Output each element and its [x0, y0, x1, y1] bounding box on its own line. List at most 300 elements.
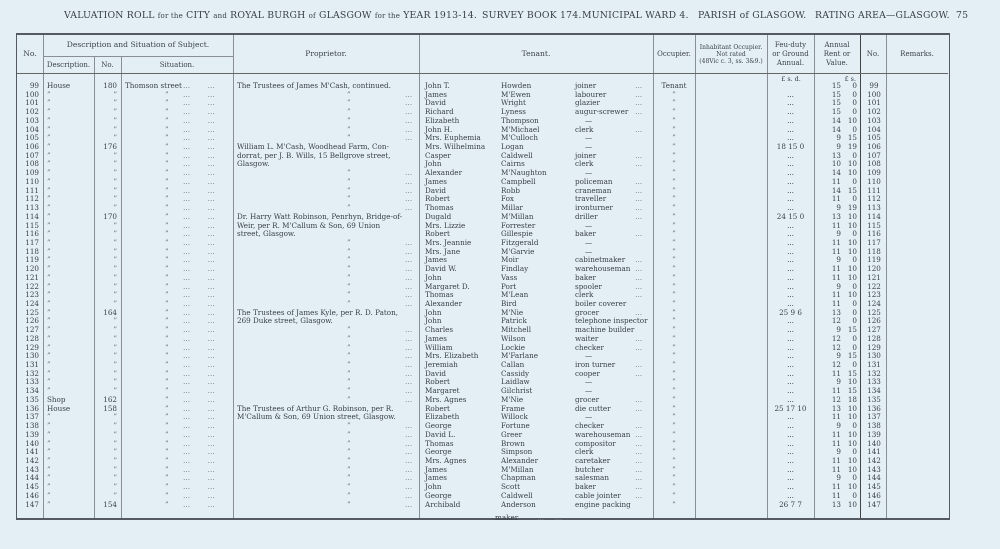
description: ”	[47, 307, 51, 317]
rent-shillings: 19	[847, 142, 857, 152]
tenant-surname: Campbell	[501, 176, 536, 186]
occupier: ”	[672, 220, 676, 230]
subject-number: ”	[113, 124, 117, 134]
situation: ”	[165, 203, 169, 213]
row-number: 131	[25, 360, 39, 370]
rent-shillings: 0	[852, 98, 857, 108]
leader-dots: …	[635, 229, 644, 239]
leader-dots: …	[635, 333, 644, 343]
rent-pounds: 15	[831, 89, 841, 99]
occupier: ”	[672, 203, 676, 213]
occupier: ”	[672, 316, 676, 326]
occupier: ”	[672, 299, 676, 308]
row-number-right: 144	[867, 473, 881, 483]
leader-dots: …	[405, 499, 414, 509]
situation: ”	[165, 342, 169, 352]
rent-shillings: 0	[852, 316, 857, 326]
leader-dots: …	[635, 211, 644, 221]
feu-duty: ...	[787, 299, 794, 308]
occupier: ”	[672, 342, 676, 352]
header-text: Not rated	[716, 51, 746, 58]
feu-duty: ...	[787, 473, 794, 483]
row-number-right: 139	[867, 429, 881, 439]
proprietor: ”	[347, 438, 351, 448]
leader-dots: …	[405, 438, 414, 448]
leader-dots: … …	[183, 159, 216, 169]
feu-duty: ...	[787, 246, 794, 256]
row-number-right: 124	[867, 299, 881, 308]
leader-dots: …	[635, 159, 644, 169]
table-row	[17, 133, 951, 142]
tenant-occupation: augur-screwer	[575, 107, 629, 117]
header-situation: Situation.	[159, 61, 195, 69]
row-number-right: 137	[867, 412, 881, 422]
tenant-occupation: driller	[575, 211, 598, 221]
tenant-occupation: —	[585, 386, 593, 396]
tenant-first-name: John H.	[425, 124, 453, 134]
header-description-group: Description and Situation of Subject.	[66, 40, 210, 49]
tenant-first-name: David	[425, 368, 447, 378]
header-subject-no: No.	[101, 61, 114, 69]
occupier: ”	[672, 333, 676, 343]
tenant-first-name: John	[425, 316, 442, 326]
tenant-first-name: James	[425, 333, 447, 343]
row-number: 127	[25, 325, 39, 335]
feu-duty: 18 15 0	[776, 142, 805, 152]
title-text: VALUATION ROLL	[64, 10, 155, 21]
tenant-first-name: James	[425, 255, 447, 265]
leader-dots: …	[635, 360, 644, 370]
row-number-right: 104	[867, 124, 881, 134]
tenant-first-name: William	[425, 342, 453, 352]
situation: ”	[165, 438, 169, 448]
feu-duty: ...	[787, 482, 794, 492]
leader-dots: … …	[183, 482, 216, 492]
row-number-right: 126	[867, 316, 881, 326]
situation: ”	[165, 290, 169, 300]
proprietor: ”	[347, 281, 351, 291]
row-number: 108	[25, 159, 39, 169]
leader-dots: …	[405, 464, 414, 474]
tenant-occupation: —	[585, 133, 593, 143]
feu-duty: ...	[787, 438, 794, 448]
rent-shillings: 0	[852, 333, 857, 343]
occupier: ”	[672, 159, 676, 169]
leader-dots: … …	[183, 133, 216, 143]
description: ”	[47, 421, 51, 431]
occupier: ”	[672, 386, 676, 396]
rating-area: RATING AREA—GLASGOW.	[815, 10, 950, 21]
tenant-occupation: —	[585, 246, 593, 256]
rent-pounds: 13	[831, 499, 841, 509]
rent-shillings: 0	[852, 490, 857, 500]
leader-dots: … …	[183, 377, 216, 387]
situation: ”	[165, 464, 169, 474]
row-number-right: 145	[867, 482, 881, 492]
row-number: 119	[25, 255, 39, 265]
feu-duty: ...	[787, 281, 794, 291]
tenant-first-name: George	[425, 447, 452, 457]
occupier: ”	[672, 307, 676, 317]
leader-dots: … …	[183, 237, 216, 247]
row-number: 135	[25, 394, 39, 404]
annual-units: £ s.	[844, 75, 856, 83]
table-row	[17, 90, 951, 99]
situation: ”	[165, 229, 169, 239]
proprietor: ”	[347, 272, 351, 282]
leader-dots: …	[405, 281, 414, 291]
table-row	[17, 325, 951, 334]
row-number: 109	[25, 168, 39, 178]
rent-shillings: 15	[847, 325, 857, 335]
tenant-surname: M'Nie	[501, 394, 524, 404]
situation: ”	[165, 246, 169, 256]
rent-pounds: 9	[836, 229, 841, 239]
feu-duty: ...	[787, 325, 794, 335]
rent-shillings: 0	[852, 81, 857, 90]
proprietor: ”	[347, 455, 351, 465]
occupier: ”	[672, 421, 676, 431]
table-row	[17, 221, 951, 230]
occupier: ”	[672, 394, 676, 404]
situation: ”	[165, 272, 169, 282]
rent-shillings: 10	[847, 264, 857, 274]
table-row	[17, 255, 951, 264]
tenant-first-name: Margaret	[425, 386, 460, 396]
tenant-occupation: traveller	[575, 194, 607, 204]
table-row	[17, 430, 951, 439]
description: ”	[47, 220, 51, 230]
row-number: 142	[25, 455, 39, 465]
tenant-occupation: die cutter	[575, 403, 611, 413]
occupier: ”	[672, 499, 676, 509]
leader-dots: …	[635, 176, 644, 186]
proprietor: ”	[347, 429, 351, 439]
tenant-first-name: David	[425, 185, 447, 195]
proprietor: ”	[347, 368, 351, 378]
table-row	[17, 194, 951, 203]
title-text: and	[213, 12, 227, 20]
header-no-right: No.	[866, 50, 880, 58]
feu-duty: ...	[787, 464, 794, 474]
row-number: 136	[25, 403, 39, 413]
leader-dots: … …	[183, 176, 216, 186]
rent-shillings: 10	[847, 499, 857, 509]
proprietor: ”	[347, 482, 351, 492]
feu-duty: ...	[787, 377, 794, 387]
row-number-right: 130	[867, 351, 881, 361]
proprietor: The Trustees of James M'Cash, continued.	[237, 81, 391, 90]
tenant-first-name: James	[425, 89, 447, 99]
row-number-right: 103	[867, 115, 881, 125]
row-number: 107	[25, 150, 39, 160]
subject-number: ”	[113, 351, 117, 361]
tenant-occupation: waiter	[575, 333, 599, 343]
tenant-surname: M'Millan	[501, 211, 534, 221]
subject-number: ”	[113, 325, 117, 335]
situation: ”	[165, 168, 169, 178]
subject-number: ”	[113, 473, 117, 483]
leader-dots: … …	[183, 255, 216, 265]
leader-dots: … …	[183, 351, 216, 361]
tenant-surname: M'Garvie	[501, 246, 535, 256]
proprietor: ”	[347, 264, 351, 274]
row-number: 145	[25, 482, 39, 492]
leader-dots: …	[405, 394, 414, 404]
row-number: 147	[25, 499, 39, 509]
table-row	[17, 386, 951, 395]
tenant-first-name: Mrs. Agnes	[425, 455, 467, 465]
table-row	[17, 247, 951, 256]
subject-number: ”	[113, 98, 117, 108]
tenant-surname: M'Ewen	[501, 89, 531, 99]
situation: ”	[165, 264, 169, 274]
table-row	[17, 334, 951, 343]
row-number: 123	[25, 290, 39, 300]
leader-dots: … …	[183, 194, 216, 204]
description: House	[47, 81, 71, 90]
situation: ”	[165, 403, 169, 413]
description: ”	[47, 142, 51, 152]
occupier: ”	[672, 98, 676, 108]
occupier: ”	[672, 447, 676, 457]
tenant-first-name: Robert	[425, 229, 450, 239]
subject-number: ”	[113, 220, 117, 230]
rent-shillings: 15	[847, 368, 857, 378]
table-row	[17, 212, 951, 221]
description: ”	[47, 342, 51, 352]
table-row	[17, 482, 951, 491]
tenant-surname: M'Nie	[501, 307, 524, 317]
situation: ”	[165, 150, 169, 160]
occupier: ”	[672, 142, 676, 152]
subject-number: ”	[113, 203, 117, 213]
row-number: 118	[25, 246, 39, 256]
tenant-first-name: Casper	[425, 150, 451, 160]
leader-dots: … …	[183, 142, 216, 152]
subject-number: ”	[113, 386, 117, 396]
table-row	[17, 369, 951, 378]
leader-dots: …	[405, 368, 414, 378]
row-number-right: 115	[867, 220, 881, 230]
row-number-right: 121	[867, 272, 881, 282]
proprietor: ”	[347, 115, 351, 125]
situation: ”	[165, 98, 169, 108]
situation: ”	[165, 255, 169, 265]
tenant-surname: Willock	[501, 412, 528, 422]
proprietor: ”	[347, 176, 351, 186]
rent-shillings: 0	[852, 421, 857, 431]
leader-dots: … …	[183, 438, 216, 448]
proprietor: ”	[347, 255, 351, 265]
feu-duty: ...	[787, 194, 794, 204]
feu-duty: ...	[787, 447, 794, 457]
occupier: ”	[672, 246, 676, 256]
tenant-occupation: warehouseman	[575, 264, 631, 274]
row-number: 103	[25, 115, 39, 125]
row-number-right: 142	[867, 455, 881, 465]
tenant-first-name: Archibald	[425, 499, 461, 509]
subject-number: ”	[113, 455, 117, 465]
situation: ”	[165, 142, 169, 152]
rent-pounds: 12	[831, 360, 841, 370]
feu-duty: ...	[787, 159, 794, 169]
situation: ”	[165, 499, 169, 509]
proprietor: ”	[347, 360, 351, 370]
header-proprietor: Proprietor.	[305, 49, 347, 58]
leader-dots: …	[405, 386, 414, 396]
leader-dots: …	[405, 342, 414, 352]
occupier: ”	[672, 429, 676, 439]
tenant-occupation: —	[585, 168, 593, 178]
tenant-surname: Vass	[501, 272, 518, 282]
description: ”	[47, 150, 51, 160]
row-number: 126	[25, 316, 39, 326]
leader-dots: … …	[183, 412, 216, 422]
row-number-right: 101	[867, 98, 881, 108]
proprietor: ”	[347, 246, 351, 256]
proprietor: ”	[347, 185, 351, 195]
row-number: 106	[25, 142, 39, 152]
table-row	[17, 465, 951, 474]
header-annual-rent	[814, 41, 860, 68]
feu-duty: 24 15 0	[776, 211, 805, 221]
rent-pounds: 11	[831, 368, 841, 378]
tenant-occupation: clerk	[575, 290, 594, 300]
situation: ”	[165, 333, 169, 343]
leader-dots: …	[405, 325, 414, 335]
description: ”	[47, 229, 51, 239]
table-row	[17, 177, 951, 186]
row-number-right: 109	[867, 168, 881, 178]
occupier: ”	[672, 150, 676, 160]
row-number: 132	[25, 368, 39, 378]
leader-dots: … …	[183, 281, 216, 291]
leader-dots: …	[635, 89, 644, 99]
leader-dots: …	[635, 473, 644, 483]
subject-number: ”	[113, 368, 117, 378]
feu-duty: ...	[787, 455, 794, 465]
tenant-first-name: George	[425, 421, 452, 431]
tenant-surname: Gillespie	[501, 229, 533, 239]
rent-pounds: 11	[831, 220, 841, 230]
rent-pounds: 14	[831, 124, 841, 134]
description: ”	[47, 368, 51, 378]
tenant-first-name: Jeremiah	[425, 360, 458, 370]
subject-number: ”	[113, 185, 117, 195]
description: ”	[47, 351, 51, 361]
tenant-surname: Brown	[501, 438, 525, 448]
feu-duty: ...	[787, 185, 794, 195]
description: ”	[47, 290, 51, 300]
row-number: 143	[25, 464, 39, 474]
header-text: Annual	[824, 41, 850, 49]
header-text: or Ground	[772, 50, 809, 58]
row-number: 110	[25, 176, 39, 186]
leader-dots: … …	[183, 124, 216, 134]
tenant-occupation: engine packing	[575, 499, 631, 509]
rent-pounds: 11	[831, 438, 841, 448]
subject-number: ”	[113, 447, 117, 457]
leader-dots: … …	[183, 429, 216, 439]
tenant-first-name: Elizabeth	[425, 115, 460, 125]
leader-dots: …	[405, 360, 414, 370]
feu-duty: ...	[787, 229, 794, 239]
situation: ”	[165, 307, 169, 317]
row-number-right: 127	[867, 325, 881, 335]
tenant-occupation: —	[585, 115, 593, 125]
row-number: 113	[25, 203, 39, 213]
subject-number: ”	[113, 168, 117, 178]
tenant-first-name: Mrs. Jeannie	[425, 237, 472, 247]
rent-pounds: 9	[836, 325, 841, 335]
proprietor: The Trustees of James Kyle, per R. D. Paton,	[237, 307, 399, 317]
tenant-occupation: ironturner	[575, 203, 613, 213]
rent-pounds: 11	[831, 455, 841, 465]
leader-dots: …	[635, 438, 644, 448]
rent-shillings: 18	[847, 394, 857, 404]
subject-number: ”	[113, 464, 117, 474]
occupier: ”	[672, 229, 676, 239]
description: ”	[47, 264, 51, 274]
leader-dots: … …	[183, 360, 216, 370]
proprietor: ”	[347, 499, 351, 509]
feu-duty: ...	[787, 255, 794, 265]
table-row	[17, 421, 951, 430]
tenant-surname: Simpson	[501, 447, 533, 457]
tenant-occupation: cooper	[575, 368, 600, 378]
tenant-first-name: Mrs. Wilhelmina	[425, 142, 486, 152]
description: ”	[47, 185, 51, 195]
leader-dots: … …	[183, 455, 216, 465]
table-row	[17, 343, 951, 352]
feu-duty: ...	[787, 360, 794, 370]
description: ”	[47, 316, 51, 326]
feu-duty: 25 9 6	[779, 307, 802, 317]
proprietor: ”	[347, 421, 351, 431]
leader-dots: …	[405, 107, 414, 117]
occupier: ”	[672, 403, 676, 413]
tenant-surname: Caldwell	[501, 490, 533, 500]
leader-dots: …	[635, 281, 644, 291]
leader-dots: … …	[183, 386, 216, 396]
row-number: 138	[25, 421, 39, 431]
description: ”	[47, 473, 51, 483]
row-number-right: 111	[867, 185, 881, 195]
feu-duty: ...	[787, 368, 794, 378]
rent-shillings: 10	[847, 290, 857, 300]
tenant-first-name: Thomas	[425, 203, 454, 213]
rent-pounds: 10	[831, 159, 841, 169]
situation: ”	[165, 351, 169, 361]
occupier: ”	[672, 124, 676, 134]
tenant-occupation: —	[585, 220, 593, 230]
tenant-first-name: Robert	[425, 194, 450, 204]
subject-number: ”	[113, 194, 117, 204]
subject-number: ”	[113, 377, 117, 387]
subject-number: ”	[113, 429, 117, 439]
proprietor: ”	[347, 194, 351, 204]
tenant-surname: Mitchell	[501, 325, 532, 335]
row-number: 125	[25, 307, 39, 317]
leader-dots: …	[635, 272, 644, 282]
tenant-surname: Alexander	[501, 455, 539, 465]
tenant-occupation: joiner	[575, 150, 597, 160]
title-text: ROYAL BURGH	[230, 10, 306, 21]
row-number-right: 114	[867, 211, 881, 221]
leader-dots: …	[405, 377, 414, 387]
row-number: 124	[25, 299, 39, 308]
